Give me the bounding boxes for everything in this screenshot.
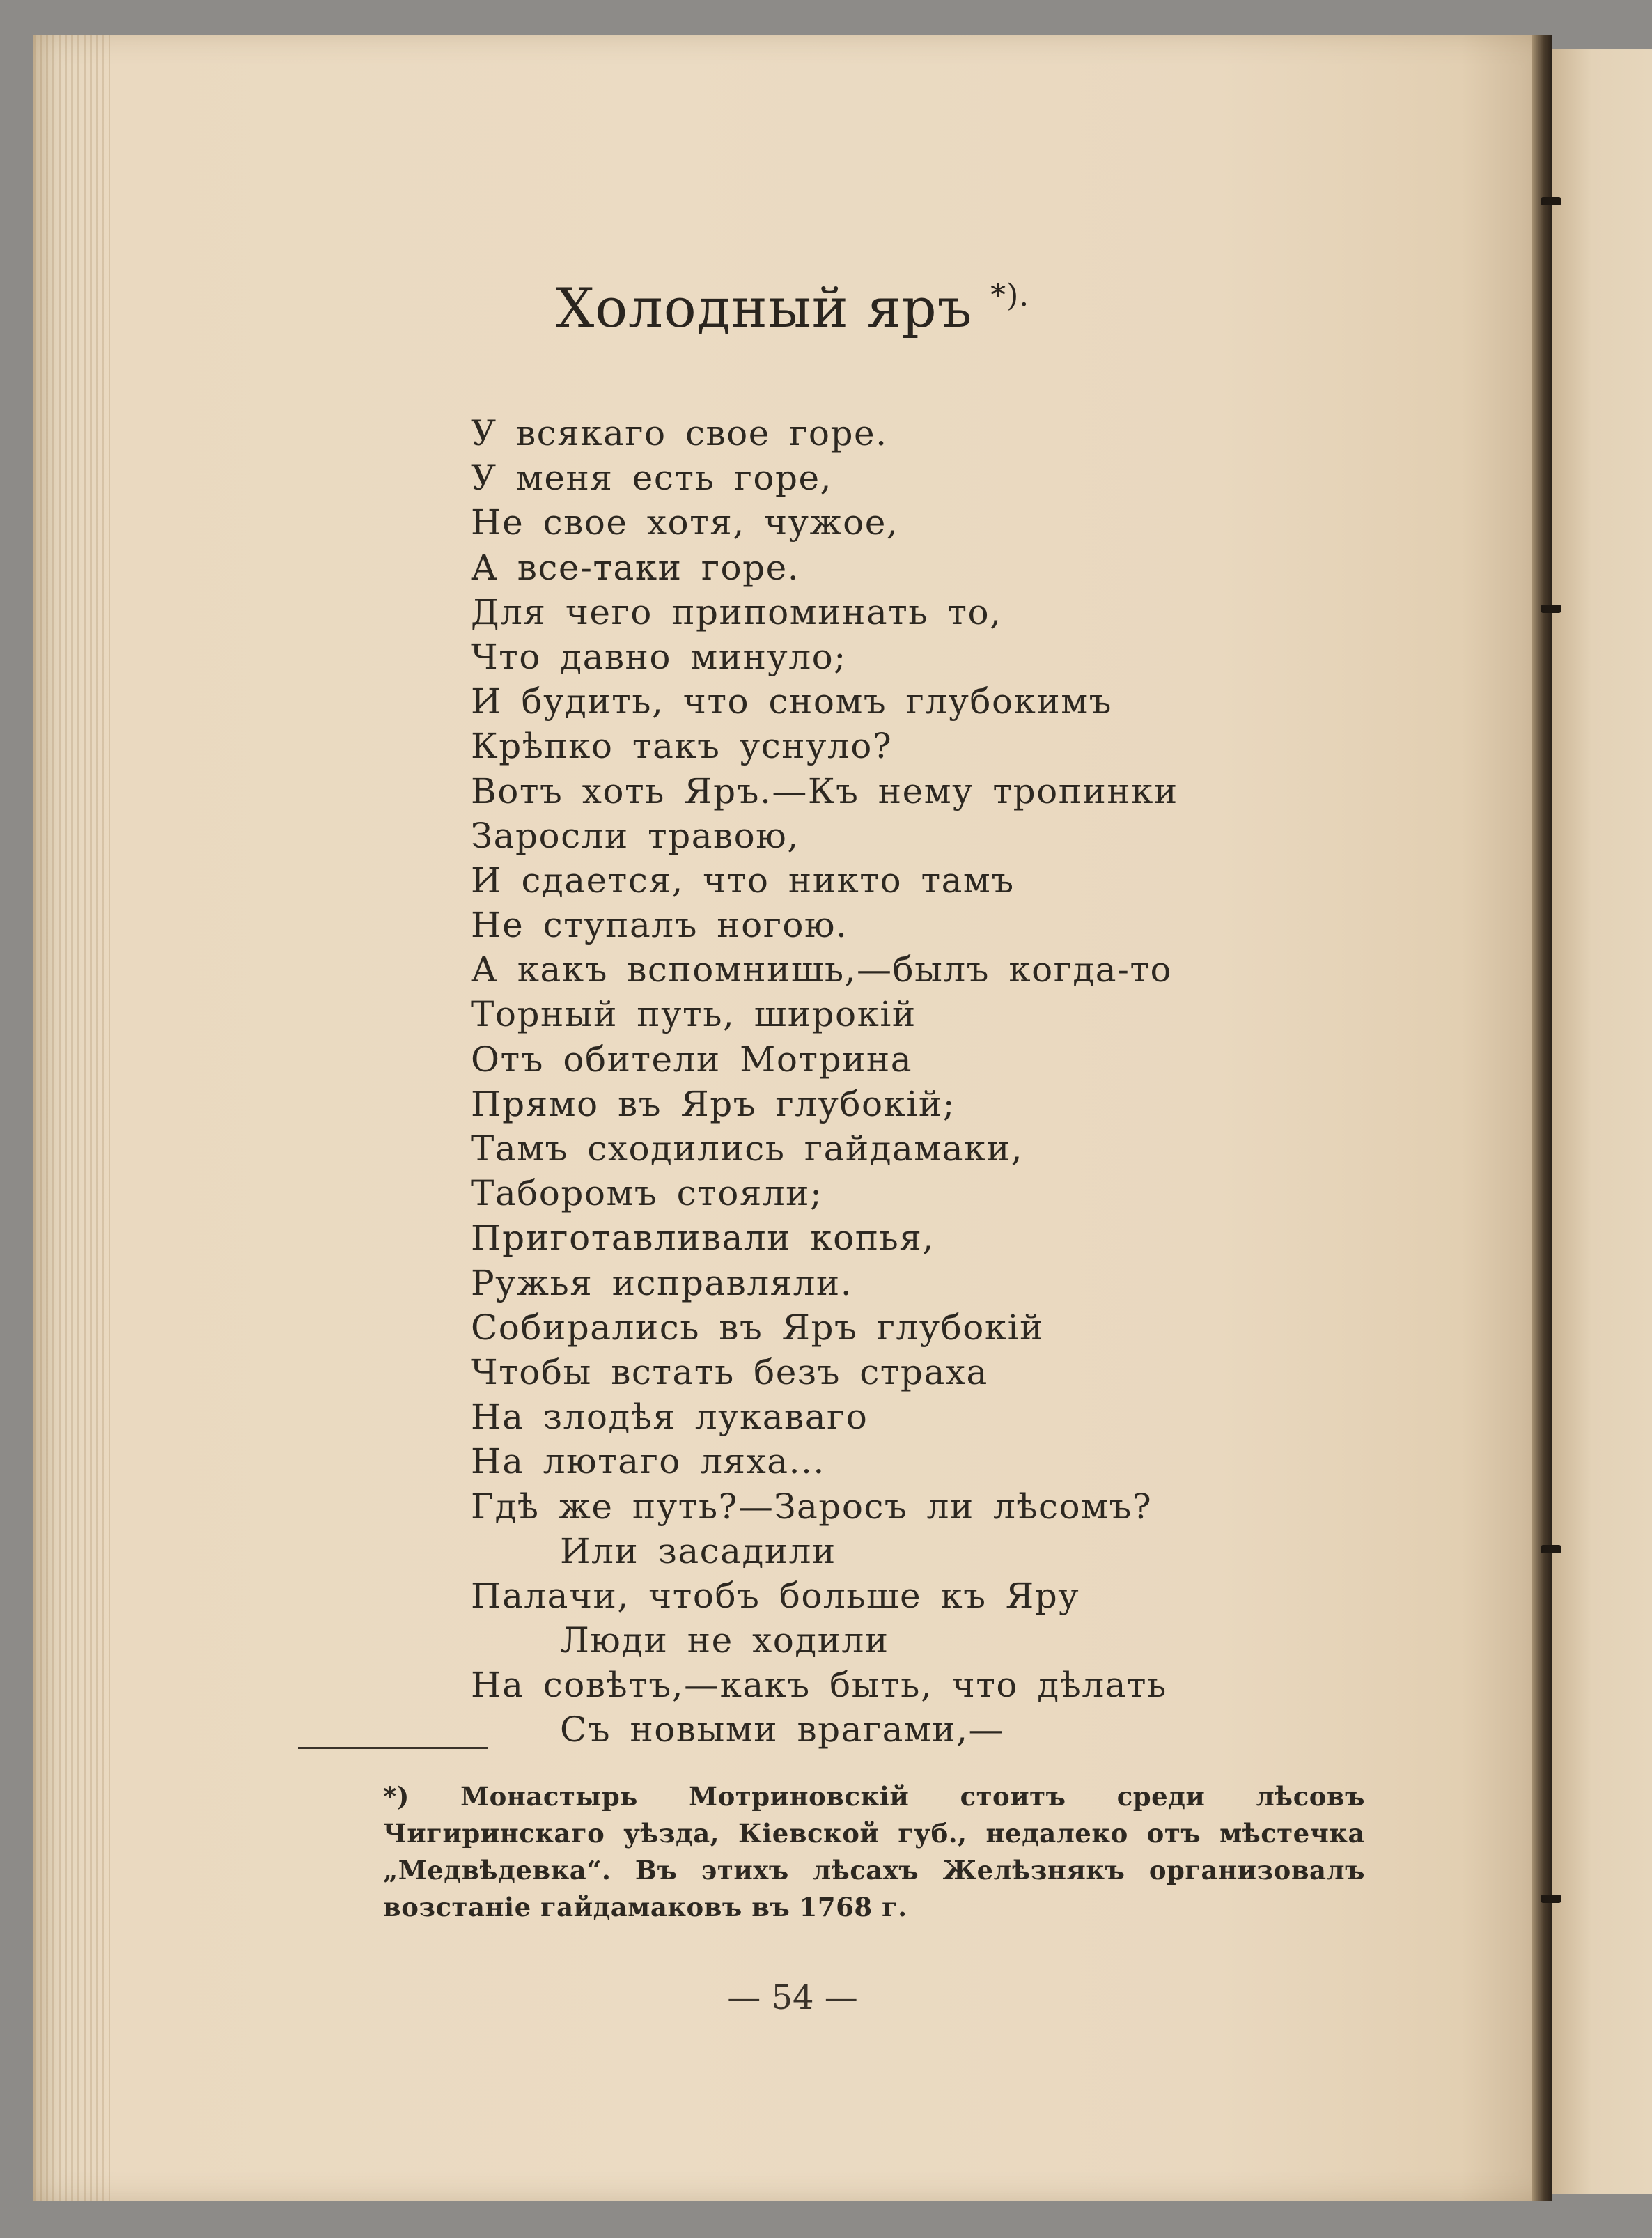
book-gutter: [1532, 35, 1552, 2201]
poem-line: Собирались въ Яръ глубокій: [471, 1307, 1044, 1348]
book-page: [33, 35, 1552, 2201]
poem-line: И будить, что сномъ глубокимъ: [471, 681, 1112, 722]
poem-line: Таборомъ стояли;: [471, 1173, 823, 1214]
poem-line: Не свое хотя, чужое,: [471, 502, 899, 543]
binding-stitch: [1541, 197, 1561, 205]
page-edge-stack: [33, 35, 110, 2201]
poem-line: Съ новыми врагами,—: [560, 1709, 1005, 1750]
facing-page-edge: [1552, 49, 1652, 2194]
poem-line: На совѣтъ,—какъ быть, что дѣлать: [471, 1665, 1167, 1706]
poem-line: Приготавливали копья,: [471, 1218, 935, 1259]
poem-line: Крѣпко такъ уснуло?: [471, 726, 893, 767]
poem-line: Что давно минуло;: [471, 636, 847, 677]
footnote-text: *) Монастырь Мотриновскій стоитъ среди лѣсовъ Чигиринскаго уѣзда, Кіевской губ., недалеко отъ мѣстечка „Медвѣдевка“. Въ этихъ лѣсахъ Желѣзнякъ организовалъ возстаніе гайдамаковъ въ 1768 г.: [383, 1781, 1365, 1922]
poem-line: У меня есть горе,: [471, 458, 832, 499]
poem-line: Чтобы встать безъ страха: [471, 1351, 988, 1392]
poem-line: Заросли травою,: [471, 815, 800, 856]
binding-stitch: [1541, 605, 1561, 613]
poem-line: Тамъ сходились гайдамаки,: [471, 1128, 1023, 1169]
poem-line: Для чего припоминать то,: [471, 591, 1002, 632]
poem-line: Палачи, чтобъ больше къ Яру: [471, 1575, 1080, 1616]
binding-stitch: [1541, 1545, 1561, 1553]
poem-line: Или засадили: [560, 1530, 836, 1571]
poem-line: Вотъ хоть Яръ.—Къ нему тропинки: [471, 770, 1178, 811]
poem-line: Люди не ходили: [560, 1620, 889, 1661]
binding-stitch: [1541, 1895, 1561, 1903]
poem-line: Прямо въ Яръ глубокій;: [471, 1083, 956, 1124]
poem-title-text: Холодный яръ: [555, 277, 973, 340]
page-number: — 54 —: [727, 1978, 858, 2017]
footnote-marker: *).: [990, 278, 1030, 313]
poem-line: Ружья исправляли.: [471, 1262, 853, 1303]
footnote-divider: [298, 1747, 488, 1749]
poem-line: А все-таки горе.: [471, 547, 800, 588]
poem-line: На лютаго ляха...: [471, 1441, 825, 1482]
footnote: [299, 1778, 1365, 1926]
poem-line: И сдается, что никто тамъ: [471, 860, 1015, 901]
poem-body: [471, 411, 1178, 1753]
poem-line: У всякаго свое горе.: [471, 413, 888, 453]
poem-line: Отъ обители Мотрина: [471, 1039, 913, 1080]
poem-line: Гдѣ же путь?—Заросъ ли лѣсомъ?: [471, 1486, 1153, 1527]
poem-title: [33, 277, 1552, 340]
poem-line: Не ступалъ ногою.: [471, 905, 848, 946]
poem-line: Торный путь, широкій: [471, 994, 917, 1035]
poem-line: А какъ вспомнишь,—былъ когда-то: [471, 949, 1173, 990]
poem-line: На злодѣя лукаваго: [471, 1397, 868, 1438]
